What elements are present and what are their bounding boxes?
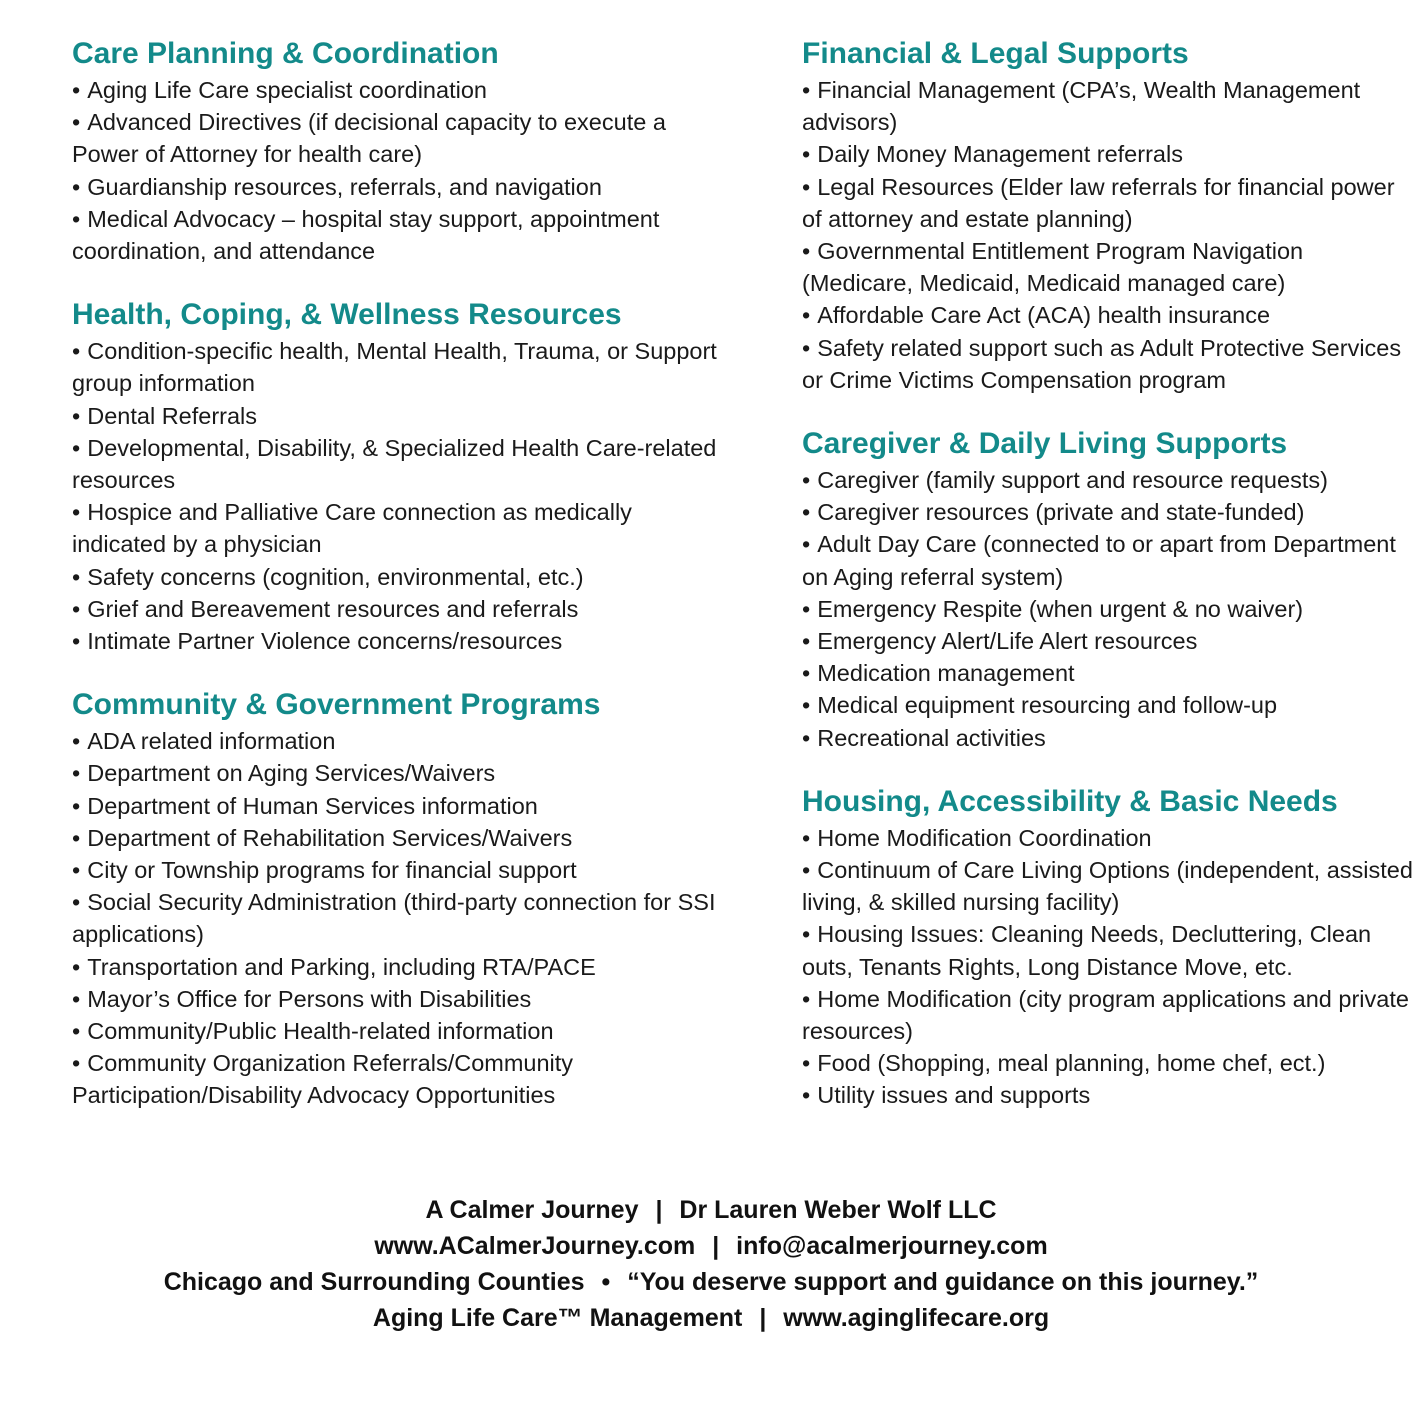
item-text: Caregiver resources (private and state-funded) (817, 499, 1305, 526)
bullet: • (72, 402, 81, 429)
list-item (72, 400, 732, 432)
item-text: Dental Referrals (87, 402, 258, 429)
item-text: Hospice and Palliative Care connection as medically indicated by a physician (72, 499, 632, 558)
item-text: Adult Day Care (connected to or apart from Department on Aging referral system) (802, 531, 1396, 590)
list-item (72, 74, 732, 106)
affiliation-link[interactable]: www.aginglifecare.org (783, 1304, 1050, 1332)
footer-line-contact (0, 1228, 1422, 1264)
item-text: Advanced Directives (if decisional capacity to execute a Power of Attorney for health care) (72, 109, 666, 168)
item-text: Social Security Administration (third-party connection for SSI applications) (72, 889, 716, 948)
item-text: Continuum of Care Living Options (independent, assisted living, & skilled nursing facility) (802, 857, 1413, 916)
item-text: Recreational activities (817, 724, 1046, 751)
bullet: • (802, 77, 811, 103)
list-item (72, 171, 732, 203)
list-item (72, 757, 732, 789)
bullet: • (802, 824, 811, 851)
bullet: • (72, 205, 81, 232)
list-item (802, 496, 1414, 528)
list-item (802, 74, 1414, 138)
separator: | (712, 1232, 720, 1260)
list-item (72, 106, 732, 170)
item-list (72, 335, 732, 657)
item-text: Safety concerns (cognition, environmental, etc.) (87, 563, 584, 590)
list-item (802, 854, 1414, 918)
bullet: • (72, 77, 81, 103)
section-care-planning (72, 34, 732, 267)
bullet: • (802, 692, 811, 719)
section-financial-legal (802, 34, 1414, 396)
footer-line-affiliation (0, 1300, 1422, 1336)
list-item (802, 983, 1414, 1047)
item-text: Medical equipment resourcing and follow-up (817, 692, 1278, 719)
item-list (72, 74, 732, 267)
item-list (802, 822, 1414, 1112)
footer-line-tagline (0, 1264, 1422, 1300)
bullet: • (802, 531, 811, 558)
affiliation: Aging Life Care™ Management (372, 1304, 743, 1332)
bullet: • (802, 141, 811, 168)
separator: | (655, 1196, 663, 1224)
bullet: • (802, 1082, 811, 1109)
company-name: Dr Lauren Weber Wolf LLC (679, 1196, 997, 1224)
section-title: Health, Coping, & Wellness Resources (72, 298, 622, 332)
section-housing-accessibility (802, 782, 1414, 1112)
bullet: • (72, 595, 81, 622)
list-item (802, 689, 1414, 721)
bullet: • (72, 109, 81, 136)
list-item (802, 235, 1414, 299)
item-list (802, 464, 1414, 754)
separator: | (759, 1304, 767, 1332)
bullet: • (72, 173, 81, 200)
item-text: City or Township programs for financial support (87, 857, 577, 884)
bullet: • (802, 238, 811, 265)
business-name: A Calmer Journey (425, 1196, 639, 1224)
list-item (802, 1047, 1414, 1079)
item-text: Medication management (817, 660, 1075, 687)
list-item (72, 1015, 732, 1047)
item-text: Grief and Bereavement resources and referrals (87, 595, 579, 622)
tagline: “You deserve support and guidance on this journey.” (627, 1268, 1259, 1296)
bullet: • (72, 953, 81, 980)
list-item (72, 725, 732, 757)
section-title: Housing, Accessibility & Basic Needs (802, 784, 1338, 818)
item-text: Safety related support such as Adult Protective Services or Crime Victims Compensation program (802, 334, 1402, 393)
list-item (802, 171, 1414, 235)
item-text: Utility issues and supports (817, 1082, 1091, 1109)
bullet: • (72, 499, 81, 526)
bullet: • (72, 563, 81, 590)
list-item (802, 657, 1414, 689)
footer (0, 1192, 1422, 1336)
bullet: • (72, 728, 81, 755)
bullet: • (802, 857, 811, 884)
separator: • (601, 1268, 611, 1296)
bullet: • (802, 1050, 811, 1077)
list-item (802, 528, 1414, 592)
list-item (802, 593, 1414, 625)
item-text: ADA related information (87, 728, 336, 755)
list-item (72, 1047, 732, 1111)
section-health-coping (72, 295, 732, 657)
item-text: Affordable Care Act (ACA) health insurance (817, 302, 1271, 329)
bullet: • (72, 628, 81, 655)
item-text: Mayor’s Office for Persons with Disabilities (87, 985, 532, 1012)
section-community-government (72, 685, 732, 1111)
item-text: Community/Public Health-related information (87, 1018, 554, 1045)
bullet: • (72, 1050, 81, 1077)
service-area: Chicago and Surrounding Counties (163, 1268, 585, 1296)
bullet: • (802, 499, 811, 526)
bullet: • (802, 660, 811, 687)
item-text: Intimate Partner Violence concerns/resources (87, 628, 563, 655)
item-text: Emergency Respite (when urgent & no waiver) (817, 595, 1304, 622)
list-item (72, 432, 732, 496)
list-item (802, 138, 1414, 170)
item-list (802, 74, 1414, 396)
list-item (802, 332, 1414, 396)
bullet: • (802, 302, 811, 329)
item-text: Guardianship resources, referrals, and navigation (87, 173, 602, 200)
bullet: • (802, 467, 811, 494)
list-item (72, 203, 732, 267)
item-text: Developmental, Disability, & Specialized Health Care-related resources (72, 434, 717, 494)
list-item (802, 822, 1414, 854)
item-text: Governmental Entitlement Program Navigation (Medicare, Medicaid, Medicaid managed care) (802, 238, 1304, 297)
list-item (802, 464, 1414, 496)
item-text: Daily Money Management referrals (817, 141, 1183, 168)
list-item (72, 790, 732, 822)
item-text: Financial Management (CPA’s, Wealth Management advisors) (802, 77, 1361, 136)
list-item (802, 625, 1414, 657)
bullet: • (72, 824, 81, 851)
bullet: • (72, 434, 81, 461)
item-text: Community Organization Referrals/Community Participation/Disability Advocacy Opportunities (72, 1050, 574, 1109)
item-text: Department of Rehabilitation Services/Waivers (87, 824, 573, 851)
bullet: • (802, 628, 811, 655)
bullet: • (802, 921, 811, 948)
item-text: Department on Aging Services/Waivers (87, 760, 496, 787)
item-text: Home Modification (city program applications and private resources) (802, 985, 1409, 1045)
bullet: • (72, 1018, 81, 1045)
bullet: • (802, 724, 811, 751)
section-title: Caregiver & Daily Living Supports (802, 427, 1288, 461)
list-item (72, 593, 732, 625)
list-item (802, 918, 1414, 982)
item-text: Food (Shopping, meal planning, home chef, ect.) (817, 1050, 1326, 1077)
list-item (802, 299, 1414, 331)
email-link[interactable]: info@acalmerjourney.com (736, 1232, 1048, 1260)
list-item (802, 722, 1414, 754)
bullet: • (802, 173, 811, 200)
right-column (802, 34, 1414, 1140)
item-text: Legal Resources (Elder law referrals for financial power of attorney and estate planning) (802, 173, 1395, 232)
item-text: Department of Human Services information (87, 792, 538, 819)
list-item (72, 561, 732, 593)
bullet: • (802, 334, 811, 361)
footer-line-business (0, 1192, 1422, 1228)
item-list (72, 725, 732, 1111)
list-item (72, 496, 732, 560)
item-text: Condition-specific health, Mental Health, Trauma, or Support group information (72, 338, 717, 397)
list-item (72, 886, 732, 950)
website-link[interactable]: www.ACalmerJourney.com (374, 1232, 696, 1260)
item-text: Aging Life Care specialist coordination (87, 77, 487, 103)
item-text: Housing Issues: Cleaning Needs, Decluttering, Clean outs, Tenants Rights, Long Distance Move, etc. (802, 921, 1372, 980)
item-text: Medical Advocacy – hospital stay support, appointment coordination, and attendance (72, 205, 660, 265)
bullet: • (72, 857, 81, 884)
list-item (802, 1079, 1414, 1111)
bullet: • (72, 760, 81, 787)
list-item (72, 822, 732, 854)
list-item (72, 854, 732, 886)
section-caregiver-daily-living (802, 424, 1414, 754)
item-text: Emergency Alert/Life Alert resources (817, 628, 1198, 655)
bullet: • (72, 338, 81, 365)
left-column (72, 34, 732, 1140)
list-item (72, 951, 732, 983)
bullet: • (72, 985, 81, 1012)
bullet: • (72, 792, 81, 819)
item-text: Caregiver (family support and resource requests) (817, 467, 1328, 494)
list-item (72, 335, 732, 399)
item-text: Home Modification Coordination (817, 824, 1152, 851)
section-title: Community & Government Programs (72, 688, 601, 722)
list-item (72, 625, 732, 657)
section-title: Care Planning & Coordination (72, 37, 499, 70)
section-title: Financial & Legal Supports (802, 37, 1189, 70)
item-text: Transportation and Parking, including RTA/PACE (87, 953, 596, 980)
bullet: • (802, 595, 811, 622)
bullet: • (72, 889, 81, 916)
list-item (72, 983, 732, 1015)
bullet: • (802, 985, 811, 1012)
